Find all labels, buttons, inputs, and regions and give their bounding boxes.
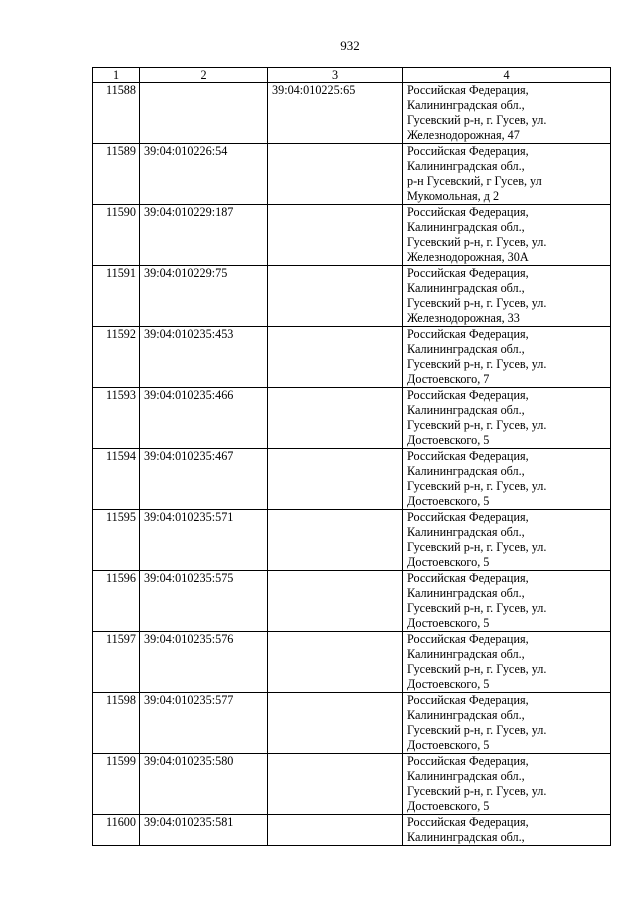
column-header-1: 1 <box>93 68 140 83</box>
address-line: Калининградская обл., <box>407 98 525 112</box>
address-line: Калининградская обл., <box>407 586 525 600</box>
address-line: Гусевский р-н, г. Гусев, ул. <box>407 479 547 493</box>
address-line: Гусевский р-н, г. Гусев, ул. <box>407 723 547 737</box>
header-row <box>93 68 611 83</box>
table-body <box>93 83 611 846</box>
page-number: 932 <box>340 38 360 53</box>
address-line: Достоевского, 5 <box>407 433 490 447</box>
cadastral-number-cell: 39:04:010229:75 <box>140 266 268 327</box>
row-number-cell: 11591 <box>93 266 140 327</box>
table-row <box>93 144 611 205</box>
address-line: Российская Федерация, <box>407 815 529 829</box>
address-line: Российская Федерация, <box>407 327 529 341</box>
address-line: Калининградская обл., <box>407 647 525 661</box>
address-line: Российская Федерация, <box>407 693 529 707</box>
row-number-cell: 11592 <box>93 327 140 388</box>
table-row <box>93 205 611 266</box>
address-cell <box>403 815 611 846</box>
address-line: Гусевский р-н, г. Гусев, ул. <box>407 113 547 127</box>
address-line: Калининградская обл., <box>407 830 525 844</box>
cadastral-number-cell: 39:04:010235:580 <box>140 754 268 815</box>
cadastral-number-cell: 39:04:010235:453 <box>140 327 268 388</box>
address-cell <box>403 754 611 815</box>
address-line: Калининградская обл., <box>407 769 525 783</box>
address-line: Железнодорожная, 30А <box>407 250 529 264</box>
address-line: Российская Федерация, <box>407 205 529 219</box>
address-line: Гусевский р-н, г. Гусев, ул. <box>407 357 547 371</box>
address-cell <box>403 449 611 510</box>
address-line: Российская Федерация, <box>407 571 529 585</box>
address-line: Российская Федерация, <box>407 144 529 158</box>
row-number-cell: 11588 <box>93 83 140 144</box>
address-line: Железнодорожная, 33 <box>407 311 520 325</box>
row-number-cell: 11596 <box>93 571 140 632</box>
address-line: Российская Федерация, <box>407 510 529 524</box>
table-row <box>93 632 611 693</box>
address-line: Российская Федерация, <box>407 266 529 280</box>
related-cadastral-number-cell <box>268 693 403 754</box>
related-cadastral-number-cell <box>268 754 403 815</box>
address-line: Калининградская обл., <box>407 220 525 234</box>
table-row <box>93 815 611 846</box>
row-number-cell: 11597 <box>93 632 140 693</box>
table-row <box>93 388 611 449</box>
address-line: Калининградская обл., <box>407 281 525 295</box>
address-line: Российская Федерация, <box>407 388 529 402</box>
row-number-cell: 11589 <box>93 144 140 205</box>
cadastral-number-cell: 39:04:010235:467 <box>140 449 268 510</box>
related-cadastral-number-cell <box>268 266 403 327</box>
address-line: Гусевский р-н, г. Гусев, ул. <box>407 784 547 798</box>
registry-table <box>92 67 611 846</box>
row-number-cell: 11599 <box>93 754 140 815</box>
row-number-cell: 11595 <box>93 510 140 571</box>
cadastral-number-cell: 39:04:010235:466 <box>140 388 268 449</box>
related-cadastral-number-cell: 39:04:010225:65 <box>268 83 403 144</box>
address-cell <box>403 571 611 632</box>
table-row <box>93 693 611 754</box>
related-cadastral-number-cell <box>268 571 403 632</box>
related-cadastral-number-cell <box>268 632 403 693</box>
address-line: р-н Гусевский, г Гусев, ул <box>407 174 542 188</box>
address-cell <box>403 83 611 144</box>
cadastral-number-cell: 39:04:010235:581 <box>140 815 268 846</box>
address-line: Калининградская обл., <box>407 464 525 478</box>
address-line: Гусевский р-н, г. Гусев, ул. <box>407 540 547 554</box>
address-line: Калининградская обл., <box>407 159 525 173</box>
table-row <box>93 266 611 327</box>
address-cell <box>403 327 611 388</box>
table-row <box>93 449 611 510</box>
address-cell <box>403 205 611 266</box>
address-line: Железнодорожная, 47 <box>407 128 520 142</box>
cadastral-number-cell: 39:04:010235:577 <box>140 693 268 754</box>
column-header-2: 2 <box>140 68 268 83</box>
address-line: Достоевского, 5 <box>407 555 490 569</box>
address-line: Калининградская обл., <box>407 403 525 417</box>
address-line: Гусевский р-н, г. Гусев, ул. <box>407 662 547 676</box>
row-number-cell: 11593 <box>93 388 140 449</box>
address-cell <box>403 693 611 754</box>
cadastral-number-cell: 39:04:010235:571 <box>140 510 268 571</box>
cadastral-number-cell: 39:04:010235:575 <box>140 571 268 632</box>
related-cadastral-number-cell <box>268 449 403 510</box>
row-number-cell: 11600 <box>93 815 140 846</box>
table-row <box>93 83 611 144</box>
address-line: Достоевского, 5 <box>407 677 490 691</box>
address-line: Калининградская обл., <box>407 342 525 356</box>
address-cell <box>403 144 611 205</box>
address-line: Российская Федерация, <box>407 754 529 768</box>
table-row <box>93 571 611 632</box>
address-line: Калининградская обл., <box>407 525 525 539</box>
cadastral-number-cell: 39:04:010226:54 <box>140 144 268 205</box>
address-line: Калининградская обл., <box>407 708 525 722</box>
cadastral-number-cell <box>140 83 268 144</box>
address-cell <box>403 388 611 449</box>
related-cadastral-number-cell <box>268 815 403 846</box>
address-cell <box>403 266 611 327</box>
related-cadastral-number-cell <box>268 388 403 449</box>
related-cadastral-number-cell <box>268 144 403 205</box>
table-row <box>93 754 611 815</box>
row-number-cell: 11598 <box>93 693 140 754</box>
column-header-4: 4 <box>403 68 611 83</box>
cadastral-number-cell: 39:04:010235:576 <box>140 632 268 693</box>
address-line: Гусевский р-н, г. Гусев, ул. <box>407 296 547 310</box>
related-cadastral-number-cell <box>268 205 403 266</box>
column-header-3: 3 <box>268 68 403 83</box>
table-row <box>93 510 611 571</box>
related-cadastral-number-cell <box>268 327 403 388</box>
address-line: Достоевского, 7 <box>407 372 490 386</box>
table-header <box>93 68 611 83</box>
row-number-cell: 11594 <box>93 449 140 510</box>
address-line: Российская Федерация, <box>407 449 529 463</box>
address-line: Достоевского, 5 <box>407 799 490 813</box>
address-line: Российская Федерация, <box>407 632 529 646</box>
row-number-cell: 11590 <box>93 205 140 266</box>
address-line: Российская Федерация, <box>407 83 529 97</box>
address-line: Достоевского, 5 <box>407 616 490 630</box>
address-line: Гусевский р-н, г. Гусев, ул. <box>407 418 547 432</box>
address-line: Достоевского, 5 <box>407 738 490 752</box>
address-line: Гусевский р-н, г. Гусев, ул. <box>407 601 547 615</box>
address-line: Гусевский р-н, г. Гусев, ул. <box>407 235 547 249</box>
table-row <box>93 327 611 388</box>
cadastral-number-cell: 39:04:010229:187 <box>140 205 268 266</box>
address-line: Достоевского, 5 <box>407 494 490 508</box>
address-line: Мукомольная, д 2 <box>407 189 500 203</box>
address-cell <box>403 632 611 693</box>
related-cadastral-number-cell <box>268 510 403 571</box>
address-cell <box>403 510 611 571</box>
